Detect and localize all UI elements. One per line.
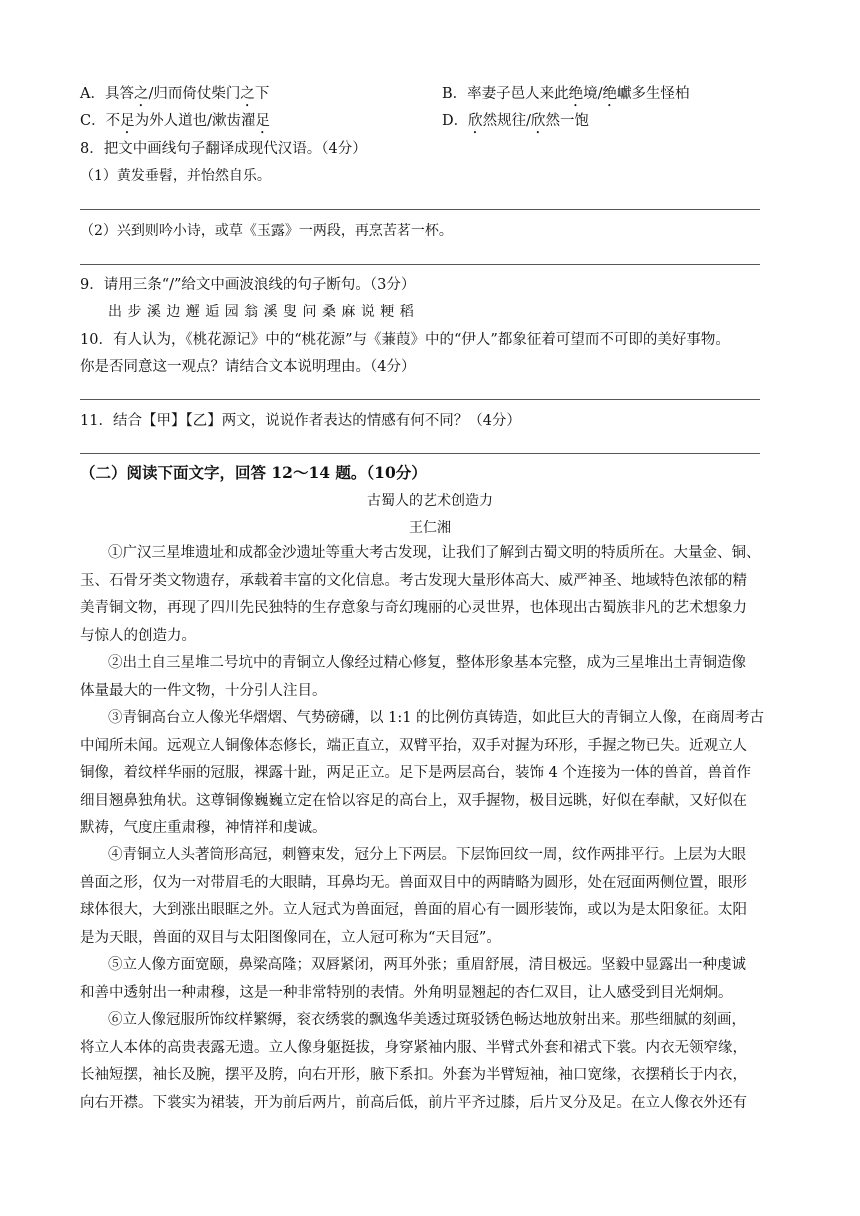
paragraph-line: 球体很大，大到涨出眼眶之外。立人冠式为兽面冠，兽面的眉心有一圆形装饰，或以为是太阳象征。太阳 — [80, 902, 747, 918]
q8-stem: 8．把文中画线句子翻译成现代汉语。（4分） — [80, 141, 367, 157]
option-a-text: A．具答 — [80, 86, 134, 102]
paragraph-line: ③青铜高台立人像光华熠熠、气势磅礴，以 1:1 的比例仿真铸造，如此巨大的青铜立人像，在商周考古 — [108, 710, 765, 726]
paragraph-line: ④青铜立人头著筒形高冠，刺簪束发，冠分上下两层。下层饰回纹一周，纹作两排平行。上层为大眼 — [108, 847, 746, 863]
article-paragraph-1 — [80, 540, 780, 650]
paragraph-line: 兽面之形，仅为一对带眉毛的大眼睛，耳鼻均无。兽面双目中的两睛略为圆形，处在冠面两侧位置，眼形 — [80, 874, 747, 891]
article-title: 古蜀人的艺术创造力 — [367, 493, 493, 509]
q8-sentence-1: （1）黄发垂髫，并怡然自乐。 — [80, 168, 271, 184]
q9-stem: 9．请用三条“/”给文中画波浪线的句子断句。（3分） — [80, 277, 416, 293]
option-c-text: 为外人道也/漱齿濯 — [134, 113, 256, 129]
paragraph-line: 细目翘鼻独角状。这尊铜像巍巍立定在恰以容足的高台上，双手握物，极目远眺，好似在奉献，又好似在 — [80, 792, 747, 809]
option-b-text: B．率妻子邑人来此 — [442, 86, 569, 102]
article-paragraph-4 — [80, 842, 780, 952]
paragraph-line: 体量最大的一件文物，十分引人注目。 — [80, 682, 327, 699]
paragraph-line: 是为天眼，兽面的双目与太阳图像同在，立人冠可称为“天目冠”。 — [80, 929, 501, 946]
option-b-text: 巘多生怪柏 — [617, 86, 690, 102]
q10-stem-line-1: 10．有人认为，《桃花源记》中的“桃花源”与《蒹葭》中的“伊人”都象征着可望而不可即的美好事物。 — [80, 332, 730, 348]
answer-line[interactable] — [80, 399, 760, 400]
option-c-dotted-1: 足 — [120, 113, 135, 129]
q9-sentence: 出 步 溪 边 邂 逅 园 翁 溪 叟 问 桑 麻 说 粳 稻 — [108, 304, 414, 320]
option-a-dotted-1: 之 — [133, 86, 149, 102]
answer-line[interactable] — [80, 264, 760, 265]
option-a-dotted-2: 之 — [240, 86, 255, 102]
section-heading: （二）阅读下面文字，回答 12～14 题。（10分） — [80, 463, 427, 482]
option-a-text: /归而倚仗柴门 — [148, 86, 241, 102]
q11-stem: 11．结合【甲】【乙】两文，说说作者表达的情感有何不同？（4分） — [80, 413, 521, 429]
article-paragraph-3 — [80, 705, 780, 843]
option-d-dotted-1: 欣 — [468, 113, 483, 129]
q10-stem-line-2: 你是否同意这一观点？请结合文本说明理由。（4分） — [80, 359, 416, 375]
option-a-text: 下 — [254, 86, 270, 102]
article-paragraph-2 — [80, 650, 780, 705]
option-b-text: 境/ — [583, 86, 603, 102]
option-c-text: C．不 — [80, 113, 121, 129]
paragraph-line: 默祷，气度庄重肃穆，神情祥和虔诚。 — [80, 820, 327, 836]
answer-line[interactable] — [80, 453, 760, 454]
article-author: 王仁湘 — [409, 520, 451, 536]
paragraph-line: ①广汉三星堆遗址和成都金沙遗址等重大考古发现，让我们了解到古蜀文明的特质所在。大量金、铜、 — [108, 545, 761, 561]
paragraph-line: 将立人本体的高贵表露无遗。立人像身躯挺拔，身穿紧袖内服、半臂式外套和裙式下裳。内衣无领窄缘， — [80, 1039, 747, 1056]
option-b-dotted-1: 绝 — [568, 86, 584, 102]
paragraph-line: ⑤立人像方面宽颐，鼻梁高隆；双唇紧闭，两耳外张；重眉舒展，清目极远。坚毅中显露出一种虔诚 — [108, 957, 746, 973]
paragraph-line: 中闻所未闻。远观立人铜像体态修长，端正直立，双臂平抬，双手对握为环形，手握之物已失。近观立人 — [80, 737, 747, 754]
option-a — [80, 82, 269, 110]
option-d — [442, 109, 589, 137]
option-c — [80, 109, 270, 137]
paragraph-line: 与惊人的创造力。 — [80, 627, 196, 644]
paragraph-line: 和善中透射出一种肃穆，这是一种非常特别的表情。外角明显翘起的杏仁双目，让人感受到目光炯炯。 — [80, 984, 733, 1001]
paragraph-line: 长袖短摆，袖长及腕，摆平及胯，向右开形，腋下系扣。外套为半臂短袖，袖口宽缘，衣摆稍长于内衣， — [80, 1067, 747, 1083]
option-d-text: 然规往/ — [482, 113, 532, 129]
paragraph-line: 铜像，着纹样华丽的冠服，裸露十趾，两足正立。足下是两层高台，装饰 4 个连接为一体的兽首，兽首作 — [80, 765, 751, 781]
paragraph-line: ②出土自三星堆二号坑中的青铜立人像经过精心修复，整体形象基本完整，成为三星堆出土青铜造像 — [108, 655, 746, 671]
option-b — [442, 82, 690, 110]
option-c-dotted-2: 足 — [255, 113, 270, 129]
paragraph-line: ⑥立人像冠服所饰纹样繁缛，衮衣绣裳的飘逸华美透过斑驳锈色畅达地放射出来。那些细腻的刻画， — [108, 1012, 746, 1028]
article-paragraph-6 — [80, 1007, 780, 1117]
paragraph-line: 美青铜文物，再现了四川先民独特的生存意象与奇幻瑰丽的心灵世界，也体现出古蜀族非凡的艺术想象力 — [80, 600, 747, 616]
option-d-text: D． — [442, 113, 469, 129]
paragraph-line: 向右开襟。下裳实为裙装，开为前后两片，前高后低，前片平齐过膝，后片叉分及足。在立人像衣外还有 — [80, 1094, 747, 1111]
q8-sentence-2: （2）兴到则吟小诗，或草《玉露》一两段，再烹苦茗一杯。 — [80, 223, 453, 239]
article-paragraph-5 — [80, 952, 780, 1007]
paragraph-line: 玉、石骨牙类文物遗存，承载着丰富的文化信息。考古发现大量形体高大、威严神圣、地域特色浓郁的精 — [80, 572, 747, 589]
option-b-dotted-2: 绝 — [602, 86, 618, 102]
option-d-text: 然一饱 — [545, 113, 590, 129]
option-d-dotted-2: 欣 — [531, 113, 546, 129]
answer-line[interactable] — [80, 209, 760, 210]
